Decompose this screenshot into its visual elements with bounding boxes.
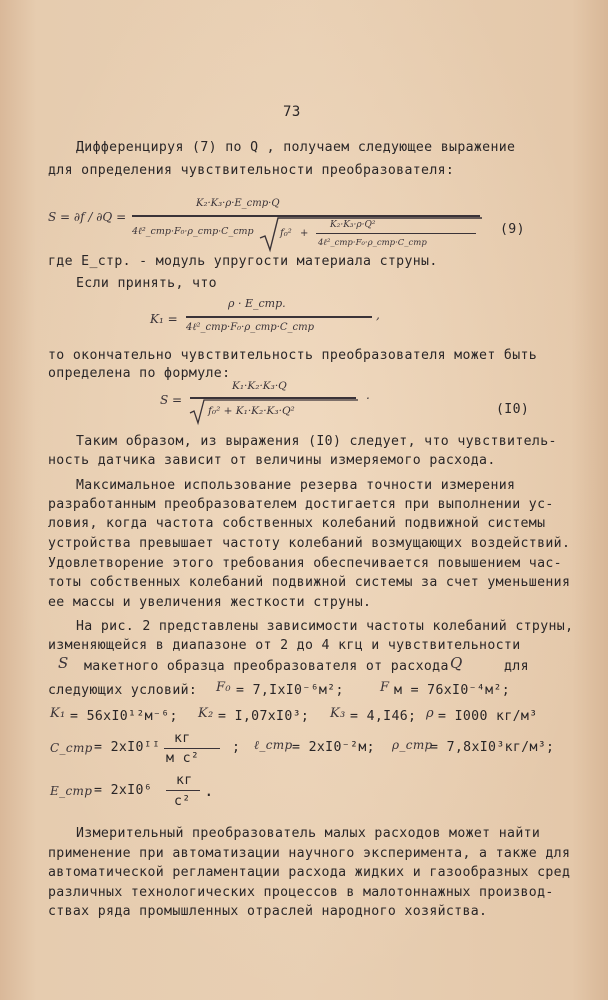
text-line: Измерительный преобразователь малых расходов может найти bbox=[76, 826, 541, 841]
text-line: изменяющейся в диапазоне от 2 до 4 кгц и чувствительности bbox=[48, 638, 521, 653]
eqk1-numerator: ρ · E_стр. bbox=[228, 297, 286, 310]
text-line: для определения чувствительности преобразователя: bbox=[48, 163, 455, 178]
eq10-lhs: S = bbox=[160, 393, 183, 407]
text-line: ствах ряда промышленных отраслей народного хозяйства. bbox=[48, 904, 488, 919]
eqk1-denominator: 4ℓ²_стр·F₀·ρ_стр·C_стр bbox=[186, 322, 315, 333]
text-line: определена по формуле: bbox=[48, 366, 231, 381]
value-k2: = I,07xI0³; bbox=[218, 709, 310, 724]
eq9-root-term1: f₀² bbox=[280, 228, 292, 239]
eq9-root-term2-num: K₂·K₃·ρ·Q² bbox=[330, 220, 376, 230]
value-c-str: = 2xI0ᴵᴵ bbox=[94, 740, 161, 755]
eq9-denominator-left: 4ℓ²_стр·F₀·ρ_стр·C_стр bbox=[132, 226, 254, 237]
text-line: где E_стр. - модуль упругости материала струны. bbox=[48, 254, 438, 269]
text-line: следующих условий: bbox=[48, 683, 198, 698]
eq10-numerator: K₁·K₂·K₃·Q bbox=[232, 380, 287, 392]
eq9-number: (9) bbox=[500, 222, 525, 237]
text-line: Если принять, что bbox=[76, 276, 217, 291]
symbol-s: S bbox=[58, 654, 69, 672]
eq10-number: (I0) bbox=[496, 402, 530, 417]
e-unit-num: кг bbox=[176, 773, 193, 788]
value-fm: м = 76xI0⁻⁴м²; bbox=[394, 683, 511, 698]
symbol-k1: K₁ bbox=[50, 706, 66, 721]
value-l-str: = 2xI0⁻²м; bbox=[292, 740, 375, 755]
eqk1-comma: , bbox=[376, 308, 380, 322]
text-line: устройства превышает частоту колебаний возмущающих воздействий. bbox=[48, 536, 571, 551]
value-k1: = 56xI0¹²м⁻⁶; bbox=[70, 709, 178, 724]
symbol-k2: K₂ bbox=[198, 706, 214, 721]
symbol-e-str: E_стр bbox=[50, 784, 93, 798]
separator: ; bbox=[232, 740, 241, 755]
eq9-numerator: K₂·K₃·ρ·E_стр·Q bbox=[196, 198, 280, 209]
value-f0: = 7,IxI0⁻⁶м²; bbox=[236, 683, 344, 698]
symbol-rho-str: ρ_стр bbox=[392, 738, 433, 752]
eq9-lhs: S = ∂f / ∂Q = bbox=[48, 210, 127, 224]
text-line: На рис. 2 представлены зависимости частоты колебаний струны, bbox=[76, 619, 574, 634]
text-line: ность датчика зависит от величины измеряемого расхода. bbox=[48, 453, 496, 468]
page-number: 73 bbox=[283, 104, 301, 120]
text-line: автоматической регламентации расхода жидких и газообразных сред bbox=[48, 865, 571, 880]
eq9-root-plus: + bbox=[300, 228, 309, 239]
text-line: Дифференцируя (7) по Q , получаем следующее выражение bbox=[76, 140, 516, 155]
text-line: для bbox=[504, 659, 529, 674]
symbol-f: F bbox=[380, 680, 390, 695]
e-unit-den: с² bbox=[174, 794, 191, 809]
c-unit-bar bbox=[164, 748, 220, 749]
value-rho: = I000 кг/м³ bbox=[438, 709, 538, 724]
text-line: Максимальное использование резерва точности измерения bbox=[76, 478, 516, 493]
symbol-k3: K₃ bbox=[330, 706, 346, 721]
end-dot: . bbox=[204, 781, 214, 800]
c-unit-den: м с² bbox=[166, 751, 200, 766]
value-k3: = 4,I46; bbox=[350, 709, 417, 724]
symbol-l-str: ℓ_стр bbox=[254, 738, 293, 752]
text-line: Таким образом, из выражения (I0) следует, что чувствитель- bbox=[76, 434, 557, 449]
eq10-root: f₀² + K₁·K₂·K₃·Q² bbox=[208, 405, 295, 417]
text-line: макетного образца преобразователя от расхода bbox=[84, 659, 449, 674]
text-line: тоты собственных колебаний подвижной системы за счет уменьшения bbox=[48, 575, 571, 590]
c-unit-num: кг bbox=[174, 731, 191, 746]
e-unit-bar bbox=[166, 790, 200, 791]
eq10-dot: . bbox=[366, 388, 370, 402]
value-e-str: = 2xI0⁶ bbox=[94, 783, 153, 798]
symbol-q: Q bbox=[450, 654, 463, 672]
text-line: разработанным преобразователем достигается при выполнении ус- bbox=[48, 497, 554, 512]
symbol-rho: ρ bbox=[426, 706, 434, 721]
text-line: ловия, когда частота собственных колебаний подвижной системы bbox=[48, 516, 546, 531]
value-rho-str: = 7,8xI0³кг/м³; bbox=[430, 740, 555, 755]
text-line: различных технологических процессов в малотоннажных производ- bbox=[48, 885, 554, 900]
text-line: применение при автоматизации научного эксперимента, а также для bbox=[48, 846, 571, 861]
eqk1-lhs: K₁ = bbox=[150, 312, 178, 326]
text-line: ее массы и увеличения жесткости струны. bbox=[48, 595, 372, 610]
eq9-fraction-bar bbox=[132, 215, 480, 217]
eq9-inner-bar bbox=[316, 233, 476, 234]
eq9-root-term2-den: 4ℓ²_стр·F₀·ρ_стр·C_стр bbox=[318, 238, 427, 248]
text-line: Удовлетворение этого требования обеспечивается повышением час- bbox=[48, 556, 562, 571]
symbol-f0: F₀ bbox=[216, 680, 231, 695]
eqk1-fraction-bar bbox=[186, 316, 372, 318]
symbol-c-str: C_стр bbox=[50, 741, 93, 755]
text-line: то окончательно чувствительность преобразователя может быть bbox=[48, 348, 538, 363]
